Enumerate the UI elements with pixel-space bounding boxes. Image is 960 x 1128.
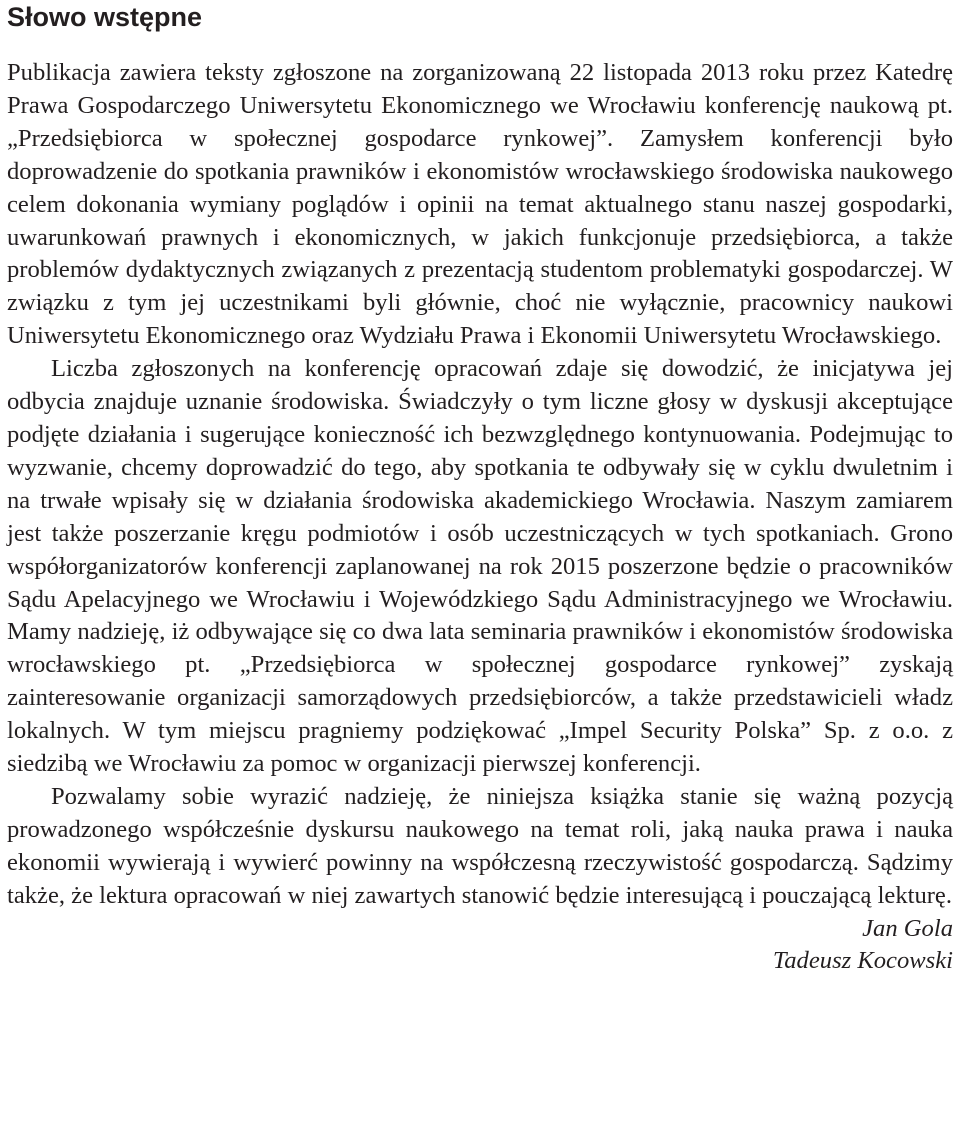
signature-author-2: Tadeusz Kocowski [772, 947, 953, 975]
document-body [7, 57, 953, 913]
paragraph-2: Liczba zgłoszonych na konferencję opracowań zdaje się dowodzić, że inicjatywa jej odbycia znajduje uznanie środowiska. Świadczyły o tym liczne głosy w dyskusji akceptujące podjęte działania i sugerujące konieczność ich bezwzględnego kontynuowania. Podejmując to wyzwanie, chcemy doprowadzić do tego, aby spotkania te odbywały się w cyklu dwuletnim i na trwałe wpisały się w działania środowiska akademickiego Wrocławia. Naszym zamiarem jest także poszerzanie kręgu podmiotów i osób uczestniczących w tych spotkaniach. Grono współorganizatorów konferencji zaplanowanej na rok 2015 poszerzone będzie o pracowników Sądu Apelacyjnego we Wrocławiu i Wojewódzkiego Sądu Administracyjnego we Wrocławiu. Mamy nadzieję, iż odbywające się co dwa lata seminaria prawników i ekonomistów środowiska wrocławskiego pt. „Przedsiębiorca w społecznej gospodarce rynkowej” zyskają zainteresowanie organizacji samorządowych przedsiębiorców, a także przedstawicieli władz lokalnych. W tym miejscu pragniemy podziękować „Impel Security Polska” Sp. z o.o. z siedzibą we Wrocławiu za pomoc w organizacji pierwszej konferencji. [7, 355, 953, 778]
paragraph-1: Publikacja zawiera teksty zgłoszone na zorganizowaną 22 listopada 2013 roku przez Katedrę Prawa Gospodarczego Uniwersytetu Ekonomicznego we Wrocławiu konferencję naukową pt. „Przedsiębiorca w społecznej gospodarce rynkowej”. Zamysłem konferencji było doprowadzenie do spotkania prawników i ekonomistów wrocławskiego środowiska naukowego celem dokonania wymiany poglądów i opinii na temat aktualnego stanu naszej gospodarki, uwarunkowań prawnych i ekonomicznych, w jakich funkcjonuje przedsiębiorca, a także problemów dydaktycznych związanych z prezentacją studentom problematyki gospodarczej. W związku z tym jej uczestnikami byli głównie, choć nie wyłącznie, pracownicy naukowi Uniwersytetu Ekonomicznego oraz Wydziału Prawa i Ekonomii Uniwersytetu Wrocławskiego. [7, 59, 953, 350]
signature-block [7, 913, 953, 979]
paragraph-3: Pozwalamy sobie wyrazić nadzieję, że niniejsza książka stanie się ważną pozycją prowadzonego współcześnie dyskursu naukowego na temat roli, jaką nauka prawa i nauka ekonomii wywierają i wywierć powinny na współczesną rzeczywistość gospodarczą. Sądzimy także, że lektura opracowań w niej zawartych stanowić będzie interesującą i pouczającą lekturę. [7, 782, 953, 909]
page-title: Słowo wstępne [7, 2, 203, 32]
signature-author-1: Jan Gola [862, 914, 953, 942]
document-page [7, 0, 953, 978]
